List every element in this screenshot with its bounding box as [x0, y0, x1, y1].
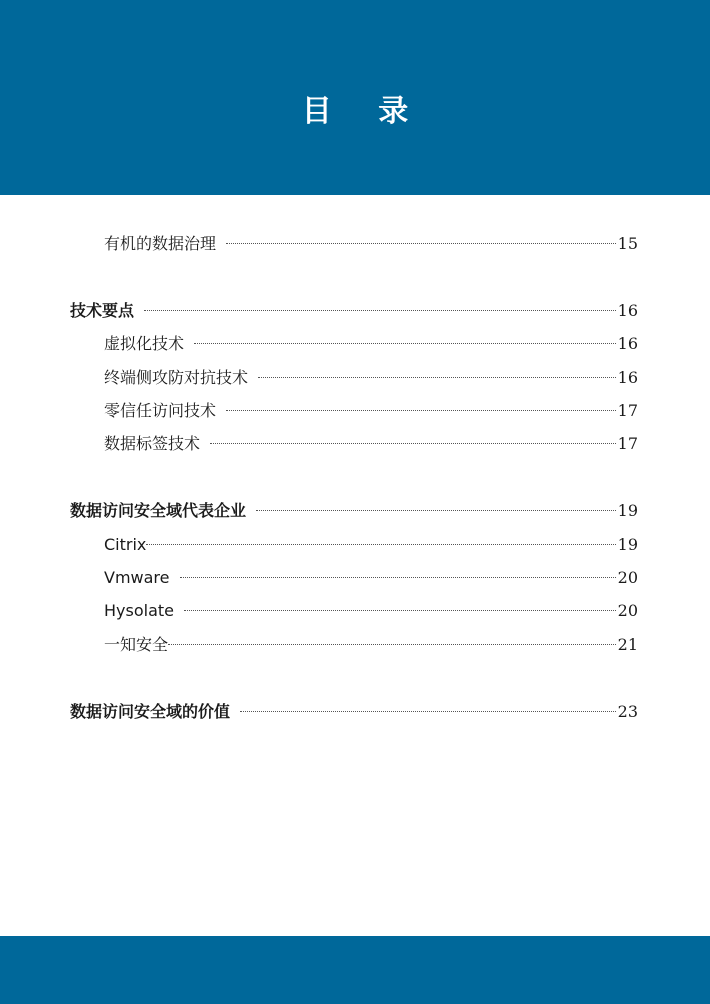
toc-leader-dots: [180, 577, 616, 578]
toc-entry-page: 20: [617, 601, 638, 620]
toc-entry-label: 虚拟化技术: [104, 334, 185, 353]
header-band: [0, 0, 710, 195]
toc-entry-page: 23: [617, 702, 638, 721]
toc-entry-page: 17: [617, 434, 638, 453]
toc-entry-page: 15: [617, 234, 638, 253]
toc-leader-dots: [258, 377, 616, 378]
toc-entry-label: 一知安全: [104, 635, 169, 654]
toc-section-key-technologies[interactable]: [70, 299, 638, 323]
toc-entry-page: 17: [617, 401, 638, 420]
toc-leader-dots: [240, 711, 616, 712]
toc-section-label: 数据访问安全域的价值: [70, 702, 231, 721]
toc-entry-page: 16: [617, 368, 638, 387]
toc-entry-page: 21: [617, 635, 638, 654]
toc-entry-label: Vmware: [104, 568, 170, 587]
toc-entry-vmware[interactable]: [104, 566, 638, 590]
toc-leader-dots: [256, 510, 616, 511]
toc-leader-dots: [210, 443, 616, 444]
toc-section-value[interactable]: [70, 700, 638, 724]
toc-entry-yizhi-security[interactable]: [104, 633, 638, 657]
page-title: 目 录: [301, 94, 427, 129]
toc-entry-page: 20: [617, 568, 638, 587]
toc-leader-dots: [194, 343, 616, 344]
toc-entry-data-tagging[interactable]: [104, 432, 638, 456]
toc-leader-dots: [226, 410, 616, 411]
footer-band: [0, 936, 710, 1004]
toc-entry-label: Citrix: [104, 535, 147, 554]
toc-entry-label: 终端侧攻防对抗技术: [104, 368, 249, 387]
toc-entry-zero-trust[interactable]: [104, 399, 638, 423]
toc-entry-hysolate[interactable]: [104, 599, 638, 623]
toc-entry-label: 有机的数据治理: [104, 234, 217, 253]
toc-entry-page: 19: [617, 535, 638, 554]
toc-leader-dots: [168, 644, 616, 645]
toc-entry-label: 零信任访问技术: [104, 401, 217, 420]
toc-entry-endpoint-defense[interactable]: [104, 366, 638, 390]
toc-entry-data-governance[interactable]: [104, 232, 638, 256]
toc-entry-label: 数据标签技术: [104, 434, 201, 453]
toc-leader-dots: [184, 610, 616, 611]
toc-entry-citrix[interactable]: [104, 533, 638, 557]
toc-entry-virtualization[interactable]: [104, 332, 638, 356]
toc-entry-page: 16: [617, 301, 638, 320]
toc-section-representative-vendors[interactable]: [70, 499, 638, 523]
toc-leader-dots: [146, 544, 615, 545]
toc-entry-page: 19: [617, 501, 638, 520]
toc-entry-label: Hysolate: [104, 601, 174, 620]
toc-section-label: 数据访问安全域代表企业: [70, 501, 247, 520]
toc-entry-page: 16: [617, 334, 638, 353]
toc-leader-dots: [226, 243, 616, 244]
toc-leader-dots: [144, 310, 616, 311]
toc-section-label: 技术要点: [70, 301, 135, 320]
